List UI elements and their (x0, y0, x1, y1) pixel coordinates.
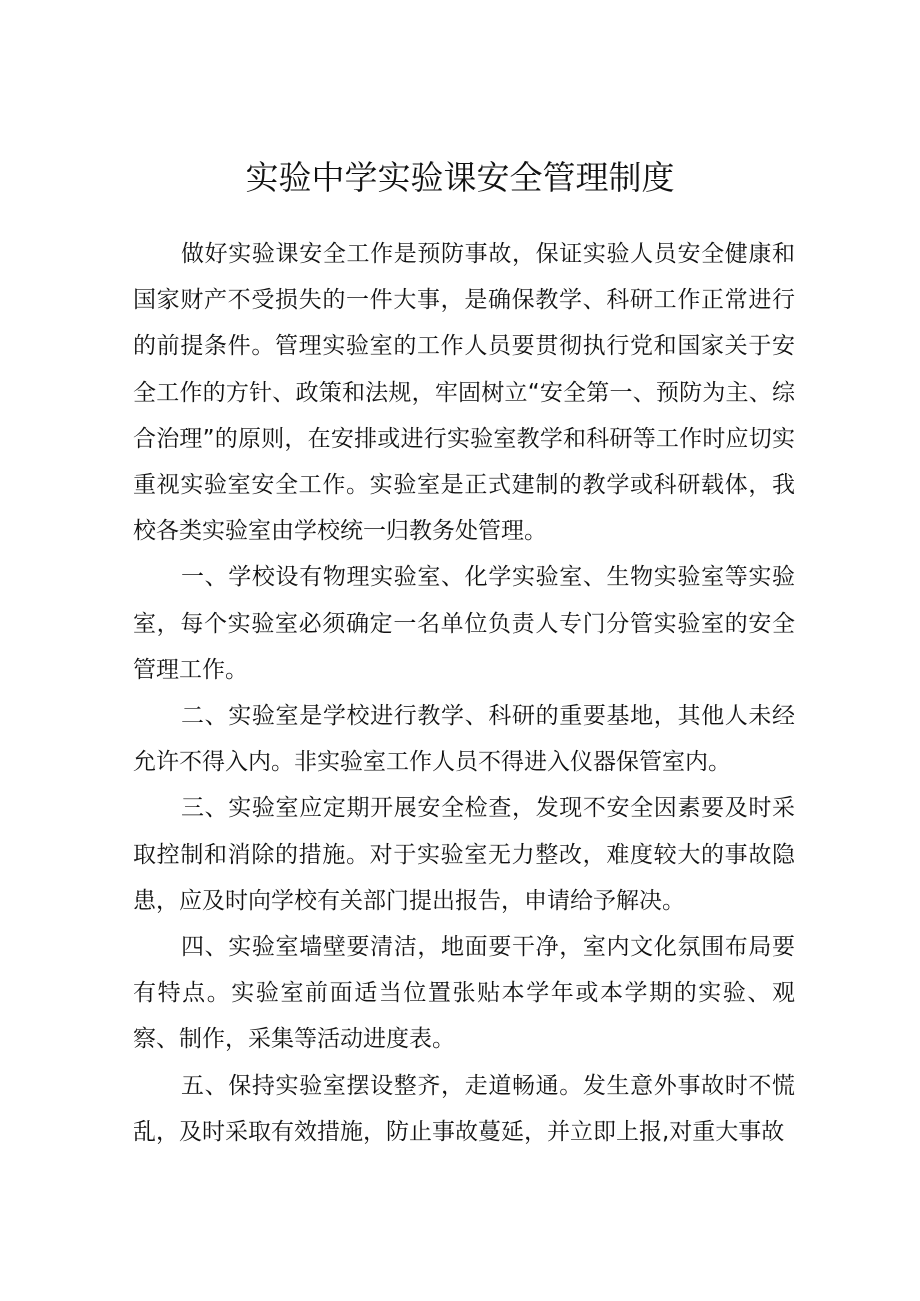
rule-5-paragraph: 五、保持实验室摆设整齐，走道畅通。发生意外事故时不慌乱，及时采取有效措施，防止事故蔓延，并立即上报,对重大事故 (133, 1072, 795, 1145)
intro-paragraph: 做好实验课安全工作是预防事故，保证实验人员安全健康和国家财产不受损失的一件大事，是确保教学、科研工作正常进行的前提条件。管理实验室的工作人员要贯彻执行党和国家关于安全工作的方针、政策和法规，牢固树立“安全第一、预防为主、综合治理”的原则，在安排或进行实验室教学和科研等工作时应切实重视实验室安全工作。实验室是正式建制的教学或科研载体，我校各类实验室由学校统一归教务处管理。 (133, 241, 795, 545)
document-title: 实验中学实验课安全管理制度 (245, 158, 675, 197)
rule-3-paragraph: 三、实验室应定期开展安全检查，发现不安全因素要及时采取控制和消除的措施。对于实验室无力整改，难度较大的事故隐患，应及时向学校有关部门提出报告，申请给予解决。 (133, 795, 795, 914)
rule-1-paragraph: 一、学校设有物理实验室、化学实验室、生物实验室等实验室，每个实验室必须确定一名单位负责人专门分管实验室的安全管理工作。 (133, 564, 795, 683)
rule-4-paragraph: 四、实验室墙壁要清洁，地面要干净，室内文化氛围布局要有特点。实验室前面适当位置张贴本学年或本学期的实验、观察、制作，采集等活动进度表。 (133, 934, 795, 1053)
rule-2-paragraph: 二、实验室是学校进行教学、科研的重要基地，其他人未经允许不得入内。非实验室工作人员不得进入仪器保管室内。 (133, 703, 795, 776)
document-body (133, 231, 795, 1155)
